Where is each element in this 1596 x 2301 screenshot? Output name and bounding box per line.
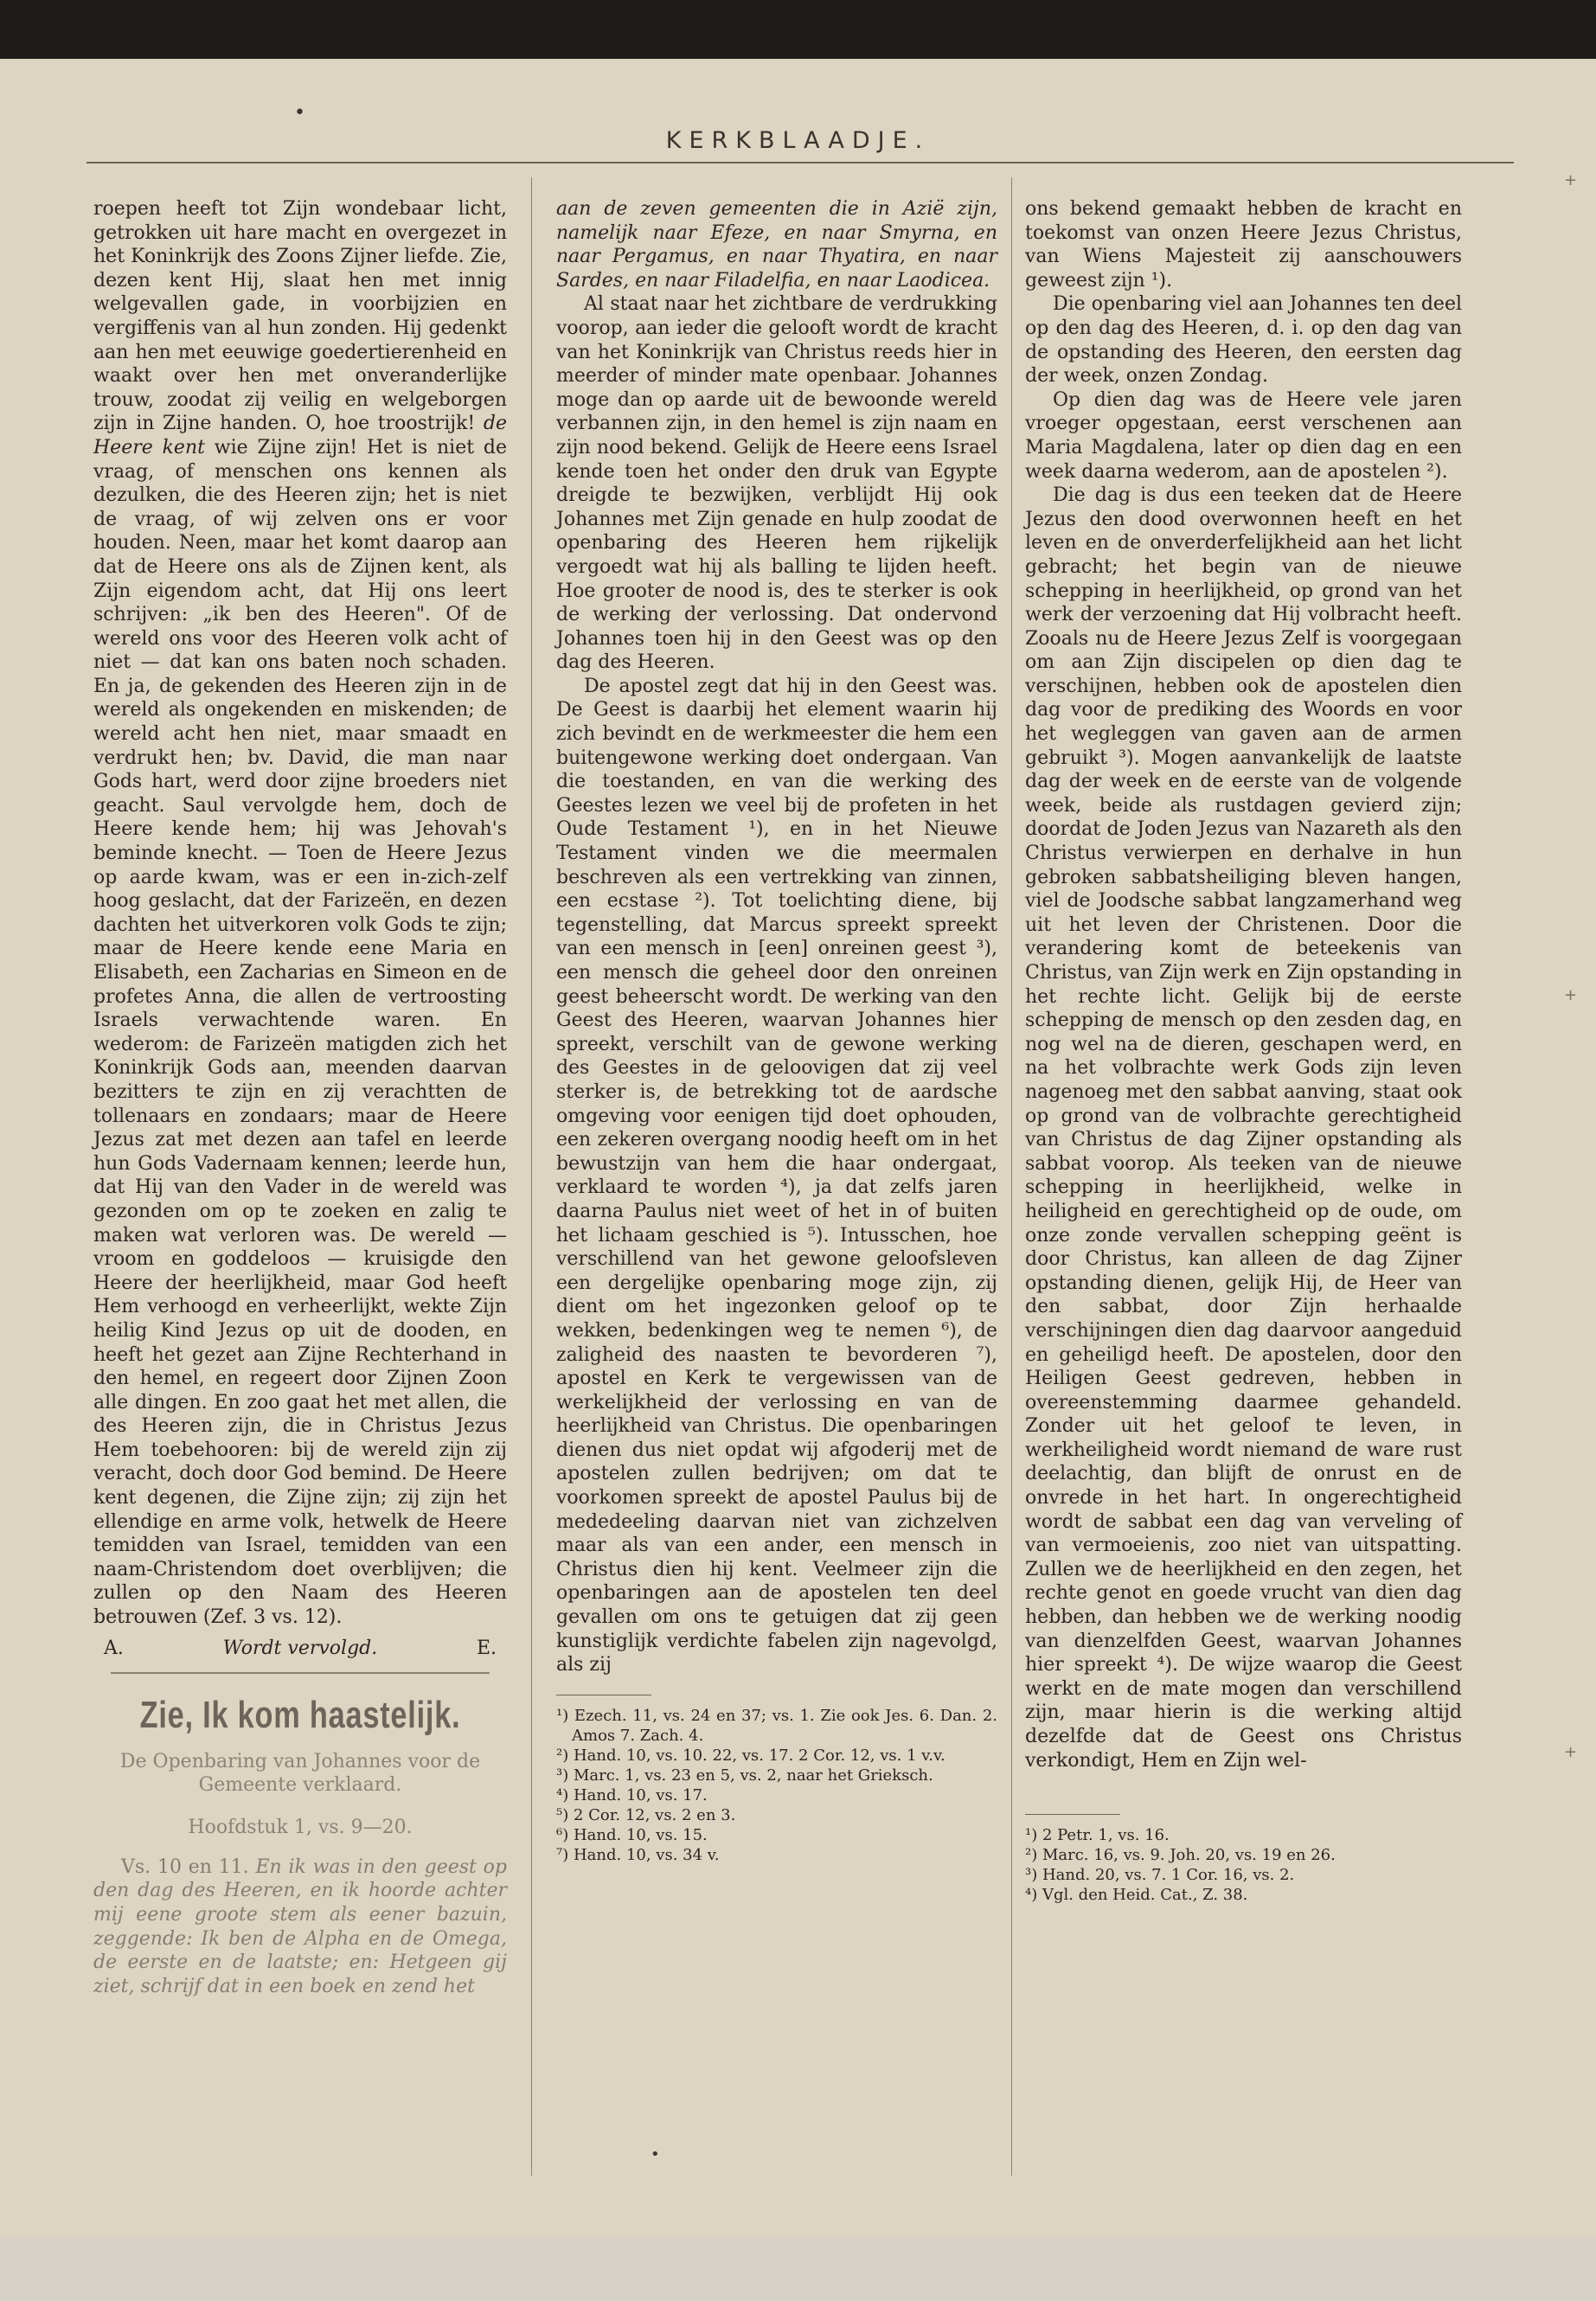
page-mark: • (294, 102, 305, 124)
page-header-title: KERKBLAADJE. (665, 127, 931, 154)
article-subtitle: De Openbaring van Johannes voor de Gemeente verklaard. (119, 1751, 481, 1797)
footnote: ²) Marc. 16, vs. 9. Joh. 20, vs. 19 en 26. (1025, 1846, 1336, 1865)
article-separator (111, 1672, 490, 1674)
footnote-rule (1025, 1814, 1120, 1815)
edge-mark: + (1564, 986, 1578, 1004)
footnote: ³) Hand. 20, vs. 7. 1 Cor. 16, vs. 2. (1025, 1866, 1295, 1885)
text-column-left (93, 197, 507, 1998)
footnote: ⁴) Hand. 10, vs. 17. (556, 1785, 708, 1804)
paragraph-text: roepen heeft tot Zijn wondebaar licht, getrokken uit hare macht en overgezet in het Koninkrijk des Zoons Zijner liefde. Zie, dezen kent Hij, slaat hen met innig welgevallen gade, in voorbijzien en vergiffenis van al hun zonden. Hij gedenkt aan hen met eeuwige goedertierenheid en waakt over hen met onveranderlijke trouw, zoodat zij veilig en welgeborgen zijn in Zijne handen. O, hoe troostrijk! (93, 198, 507, 435)
footnote: ²) Hand. 10, vs. 10. 22, vs. 17. 2 Cor. 12, vs. 1 v.v. (556, 1746, 945, 1765)
paragraph: Die dag is dus een teeken dat de Heere Jezus den dood overwonnen heeft en het leven en de onverderfelijkheid aan het licht gebracht; het begin van de nieuwe schepping in heerlijkheid, op grond van het werk der verzoening dat Hij volbracht heeft. Zooals nu de Heere Jezus Zelf is voorgegaan om aan Zijn discipelen op dien dag te verschijnen, hebben ook de apostelen dien dag voor de prediking des Woords en voor het wegleggen van gaven aan de armen gebruikt ³). Mogen aanvankelijk de laatste dag der week en de eerste van de volgende week, beide als rustdagen gevierd zijn; doordat de Joden Jezus van Nazareth als den Christus verwierpen en derhalve in hun gebroken sabbatsheiliging bleven hangen, viel de Joodsche sabbat langzamerhand weg uit het leven der Christenen. Door die verandering komt de beteekenis van Christus, van Zijn werk en Zijn opstanding in het rechte licht. Gelijk bij de eerste schepping de mensch op den zesden dag, en nog wel na de dieren, geschapen werd, en na het volbrachte werk Gods zijn leven nagenoeg met den sabbat aanving, staat ook op grond van de volbrachte gerechtigheid van Christus de dag Zijner opstanding als sabbat voorop. Als teeken van de nieuwe schepping in heerlijkheid, welke in heiligheid en gerechtigheid op de oude, om onze zonde vervallen schepping geënt is door Christus, kan alleen de dag Zijner opstanding dienen, gelijk Hij, de Heer van den sabbat, door Zijn herhaalde verschijningen dien dag daarvoor aangeduid en geheiligd heeft. De apostelen, door den Heiligen Geest gedreven, hebben in overeenstemming daarmee gehandeld. Zonder uit het geloof te leven, in werkheiligheid wordt niemand de ware rust deelachtig, dan blijft de onrust en de onvrede in het hart. In ongerechtigheid wordt de sabbat een dag van verveling of van vermoeienis, zoo niet van uitspatting. Zullen we de heerlijkheid en den zegen, het rechte genot en goede vrucht van dien dag hebben, dan hebben we de werking noodig van dienzelfden Geest, waarvan Johannes hier spreekt ⁴). De wijze waarop die Geest werkt en de mate mogen dan verschillend zijn, maar hierin is die werking altijd dezelfde dat de Geest ons Christus verkondigt, Hem en Zijn wel- (1025, 484, 1462, 1772)
header-rule (87, 162, 1514, 163)
scan-top-band (0, 0, 1596, 59)
article-chapter: Hoofdstuk 1, vs. 9—20. (188, 1817, 413, 1839)
italic-text: de Heere kent (93, 413, 508, 458)
footnote: ⁵) 2 Cor. 12, vs. 2 en 3. (556, 1805, 736, 1824)
column-divider (531, 177, 532, 2176)
text-column-middle (556, 197, 997, 1865)
column-divider (1011, 177, 1012, 2176)
continued-note: Wordt vervolgd. (222, 1637, 378, 1659)
scan-bottom-band (0, 2239, 1596, 2301)
verse-continuation: aan de zeven gemeenten die in Azië zijn, namelijk naar Efeze, en naar Smyrna, en naar Pergamus, en naar Thyatira, en naar Sardes, en naar Filadelfia, en naar Laodicea. (556, 198, 997, 292)
verse-paragraph (93, 1856, 507, 1999)
signature-row (93, 1637, 507, 1661)
footnotes (556, 1706, 997, 1865)
paragraph-text: wie Zijne zijn! Het is niet de vraag, of menschen ons kennen als dezulken, die des Heeren zijn; het is niet de vraag, of wij zelven ons er voor houden. Neen, maar het komt daarop aan dat de Heere ons als de Zijnen kent, als Zijn eigendom acht, dat Hij ons leert schrijven: „ik ben des Heeren". Of de wereld ons voor des Heeren volk acht of niet — dat kan ons baten noch schaden. En ja, de gekenden des Heeren zijn in de wereld als ongekenden en miskenden; de wereld acht hen niet, maar smaadt en verdrukt hen; bv. David, die man naar Gods hart, werd door zijne broeders niet geacht. Saul vervolgde hem, doch de Heere kende hem; hij was Jehovah's beminde knecht. — Toen de Heere Jezus op aarde kwam, was er een in-zich-zelf hoog geslacht, dat der Farizeën, en dezen dachten het uitverkoren volk Gods te zijn; maar de Heere kende eene Maria en Elisabeth, een Zacharias en Simeon en de profetes Anna, die allen de vertroosting Israels verwachtende waren. En wederom: de Farizeën matigden zich het Koninkrijk Gods aan, meenden daarvan bezitters te zijn en zij verachtten de tollenaars en zondaars; maar de Heere Jezus zat met dezen aan tafel en leerde hun Gods Vadernaam kennen; leerde hun, dat Hij van den Vader in de wereld was gezonden om op te zoeken en zalig te maken wat verloren was. De wereld — vroom en goddeloos — kruisigde den Heere der heerlijkheid, maar God heeft Hem verhoogd en verheerlijkt, wekte Zijn heilig Kind Jezus op uit de dooden, en heeft het gezet aan Zijne Rechterhand in den hemel, en regeert door Zijnen Zoon alle dingen. En zoo gaat het met allen, die des Heeren zijn, die in Christus Jezus Hem toebehooren: bij de wereld zijn zij veracht, doch door God bemind. De Heere kent degenen, die Zijne zijn; zij zijn het ellendige en arme volk, hetwelk de Heere temidden van Israel, temidden van een naam-Christendom doet overblijven; die zullen op den Naam des Heeren betrouwen (Zef. 3 vs. 12). (93, 436, 507, 1629)
footnote: ¹) 2 Petr. 1, vs. 16. (1025, 1826, 1170, 1845)
verse-reference: Vs. 10 en 11. (121, 1856, 249, 1878)
footnote: ³) Marc. 1, vs. 23 en 5, vs. 2, naar het Grieksch. (556, 1766, 933, 1785)
paragraph: ons bekend gemaakt hebben de kracht en toekomst van onzen Heere Jezus Christus, van Wiens Majesteit zij aanschouwers geweest zijn ¹). (1025, 198, 1462, 292)
footnote: ¹) Ezech. 11, vs. 24 en 37; vs. 1. Zie ook Jes. 6. Dan. 2. Amos 7. Zach. 4. (556, 1706, 997, 1745)
footnote: ⁷) Hand. 10, vs. 34 v. (556, 1845, 720, 1864)
signature-initial-left: A. (104, 1637, 124, 1659)
page-mark: • (651, 2145, 660, 2163)
paragraph: Op dien dag was de Heere vele jaren vroeger opgestaan, eerst verschenen aan Maria Magdalena, later op dien dag en een week daarna wederom, aan de apostelen ²). (1025, 388, 1462, 483)
paragraph: Al staat naar het zichtbare de verdrukking voorop, aan ieder die gelooft wordt de kracht van het Koninkrijk van Christus reeds hier in meerder of minder mate openbaar. Johannes moge dan op aarde uit de bewoonde wereld verbannen zijn, in den hemel is zijn naam en zijn nood bekend. Gelijk de Heere eens Israel kende toen het onder den druk van Egypte dreigde te bezwijken, verblijdt Hij ook Johannes met Zijn genade en hulp zoodat de openbaring des Heeren hem rijkelijk vergoedt wat hij als balling te lijden heeft. Hoe grooter de nood is, des te sterker is ook de werking der verlossing. Dat ondervond Johannes toen hij in den Geest was op den dag des Heeren. (556, 293, 997, 674)
text-column-right (1025, 197, 1462, 1905)
footnote: ⁶) Hand. 10, vs. 15. (556, 1825, 708, 1844)
article-title: Zie, Ik kom haastelijk. (139, 1694, 461, 1737)
footnotes (1025, 1825, 1462, 1905)
paragraph (93, 197, 507, 1630)
signature-initial-right: E. (476, 1637, 497, 1659)
edge-mark: + (1564, 171, 1578, 189)
paragraph: Die openbaring viel aan Johannes ten deel op den dag des Heeren, d. i. op den dag van de opstanding des Heeren, den eersten dag der week, onzen Zondag. (1025, 293, 1462, 388)
edge-mark: + (1564, 1743, 1578, 1761)
footnote: ⁴) Vgl. den Heid. Cat., Z. 38. (1025, 1886, 1248, 1905)
paragraph: De apostel zegt dat hij in den Geest was. De Geest is daarbij het element waarin hij zich bevindt en de werkmeester die hem een buitengewone werking doet ondergaan. Van die toestanden, en van die werking des Geestes lezen we veel bij de profeten in het Oude Testament ¹), en in het Nieuwe Testament vinden we die meermalen beschreven als een vertrekking van zinnen, een ecstase ²). Tot toelichting diene, bij tegenstelling, dat Marcus spreekt spreekt van een mensch in [een] onreinen geest ³), een mensch die geheel door den onreinen geest beheerscht wordt. De werking van den Geest des Heeren, waarvan Johannes hier spreekt, verschilt van de gewone werking des Geestes in de geloovigen dat zij veel sterker is, de betrekking tot de aardsche omgeving voor eenigen tijd doet ophouden, een zekeren overgang noodig heeft om in het bewustzijn van hem die haar ondergaat, verklaard te worden ⁴), ja dat zelfs jaren daarna Paulus niet weet of het in of buiten het lichaam geschied is ⁵). Intusschen, hoe verschillend van het gewone geloofsleven een dergelijke openbaring moge zijn, zij dient om het ingezonken geloof op te wekken, bedenkingen weg te nemen ⁶), de zaligheid des naasten te bevorderen ⁷), apostel en Kerk te vergewissen van de werkelijkheid der verlossing en van de heerlijkheid van Christus. Die openbaringen dienen dus niet opdat wij afgoderij met de apostelen zullen bedrijven; om dat te voorkomen spreekt de apostel Paulus bij de mededeeling daarvan niet van zichzelven maar als van een ander, een mensch in Christus dien hij kent. Veelmeer zijn die openbaringen aan de apostelen ten deel gevallen om ons te getuigen dat zij geen kunstiglijk verdichte fabelen zijn nagevolgd, als zij (556, 675, 997, 1676)
verse-text: En ik was in den geest op den dag des Heeren, en ik hoorde achter mij eene groote stem als eener bazuin, zeggende: Ik ben de Alpha en de Omega, de eerste en de laatste; en: Hetgeen gij ziet, schrijf dat in een boek en zend het (93, 1856, 507, 1997)
